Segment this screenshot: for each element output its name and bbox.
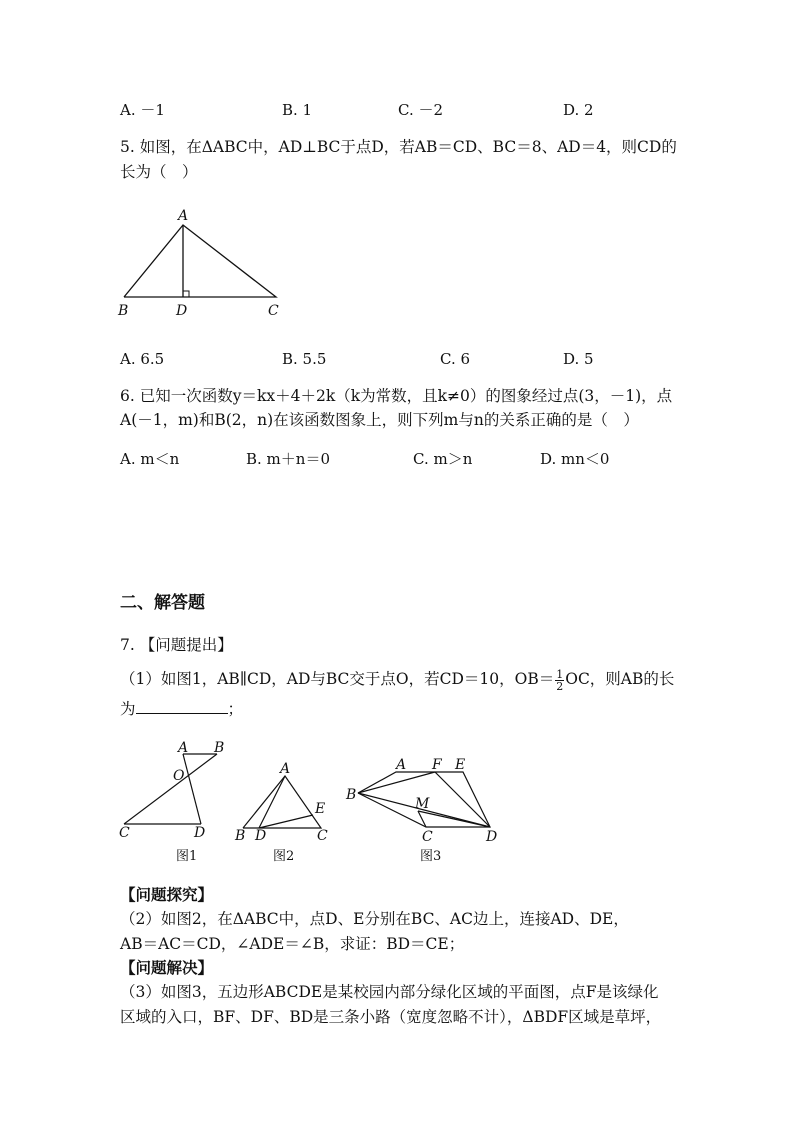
q7-answer-blank — [136, 699, 228, 714]
fig3-path-df — [435, 772, 490, 827]
fig3-label-a: A — [396, 757, 407, 773]
fig1-label-c: C — [119, 825, 130, 841]
q6-question-line2: A(－1，m)和B(2，n)在该函数图象上，则下列m与n的关系正确的是（ ） — [120, 411, 639, 429]
q7-part3-line1: （3）如图3，五边形ABCDE是某校园内部分绿化区域的平面图，点F是该绿化 — [120, 983, 659, 1001]
fig2-triangle-abc — [243, 776, 321, 828]
q6-option-d: D. mn＜0 — [540, 450, 610, 468]
q4-option-a: A. －1 — [120, 101, 165, 119]
fig3-label-e: E — [455, 757, 466, 773]
q6-option-b: B. m＋n＝0 — [246, 450, 330, 468]
fig2-segment-de — [259, 815, 313, 828]
q5-option-c: C. 6 — [440, 350, 471, 368]
q5-triangle-figure — [110, 205, 310, 320]
fig3-label-b: B — [346, 787, 357, 803]
q6-question-line1: 6. 已知一次函数y＝kx＋4＋2k（k为常数，且k≠0）的图象经过点(3，－1)，点 — [120, 387, 673, 405]
q7-part3-line2: 区域的入口，BF、DF、BD是三条小路（宽度忽略不计），ΔBDF区域是草坪， — [120, 1008, 662, 1026]
q4-option-d: D. 2 — [563, 101, 594, 119]
fig3-segment-md — [418, 811, 490, 827]
q7-part1-line2 — [120, 698, 243, 720]
fig1-label-o: O — [173, 768, 185, 784]
q7-solve-heading: 【问题解决】 — [120, 958, 214, 977]
q7-part1-wei: 为 — [120, 700, 136, 718]
q7-figure-3 — [340, 755, 510, 865]
fig1-label-b: B — [214, 740, 225, 756]
q6-option-c: C. m＞n — [413, 450, 473, 468]
q7-fraction — [555, 669, 564, 692]
fig3-caption: 图3 — [420, 849, 442, 864]
q4-option-c: C. －2 — [398, 101, 444, 119]
fig2-label-e: E — [315, 801, 326, 817]
q5-label-a: A — [178, 208, 189, 224]
fig2-segment-ad — [259, 776, 285, 828]
fig2-label-d: D — [255, 828, 267, 844]
q7-heading: 7. 【问题提出】 — [120, 636, 233, 654]
fig3-label-c: C — [422, 829, 433, 845]
q5-question-line2: 长为（ ） — [120, 163, 198, 181]
q7-part2-line1: （2）如图2，在ΔABC中，点D、E分别在BC、AC边上，连接AD、DE， — [120, 910, 629, 928]
fig2-label-b: B — [235, 828, 246, 844]
q4-option-b: B. 1 — [282, 101, 313, 119]
q7-part1-end: ； — [227, 700, 244, 718]
fig2-label-a: A — [280, 761, 291, 777]
q7-fraction-numerator: 1 — [556, 667, 564, 681]
q5-option-d: D. 5 — [563, 350, 594, 368]
fig3-label-f: F — [432, 757, 442, 773]
q7-part2-line2: AB＝AC＝CD，∠ADE＝∠B，求证：BD＝CE； — [120, 935, 465, 953]
q7-figure-2 — [233, 760, 343, 865]
q5-label-d: D — [176, 303, 188, 319]
q7-fraction-denominator: 2 — [556, 679, 564, 693]
fig1-label-a: A — [178, 740, 189, 756]
fig1-segment-ad — [183, 754, 201, 824]
q5-label-c: C — [268, 303, 279, 319]
q6-option-a: A. m＜n — [120, 450, 180, 468]
section-title: 二、解答题 — [120, 593, 205, 613]
fig1-label-d: D — [194, 825, 206, 841]
q5-label-b: B — [118, 303, 129, 319]
fig1-segment-bc — [124, 754, 217, 824]
q7-figure-1 — [116, 740, 236, 865]
fig2-caption: 图2 — [273, 849, 295, 864]
q7-part1-text-pre: （1）如图1，AB∥CD，AD与BC交于点O，若CD＝10，OB＝ — [120, 670, 555, 688]
q5-right-angle-mark — [183, 291, 189, 297]
fig3-path-bf — [358, 772, 435, 793]
q5-question-line1: 5. 如图，在ΔABC中，AD⊥BC于点D，若AB＝CD、BC＝8、AD＝4，则CD的 — [120, 138, 677, 156]
q7-part1-text-post: OC，则AB的长 — [565, 670, 675, 688]
fig3-label-m: M — [415, 796, 430, 812]
q7-part1-line1 — [120, 668, 674, 692]
fig2-label-c: C — [317, 828, 328, 844]
fig3-label-d: D — [486, 829, 498, 845]
q7-explore-heading: 【问题探究】 — [120, 885, 214, 904]
q5-triangle-abc — [124, 225, 276, 297]
q5-option-b: B. 5.5 — [282, 350, 327, 368]
q5-option-a: A. 6.5 — [120, 350, 165, 368]
fig1-caption: 图1 — [176, 849, 198, 864]
